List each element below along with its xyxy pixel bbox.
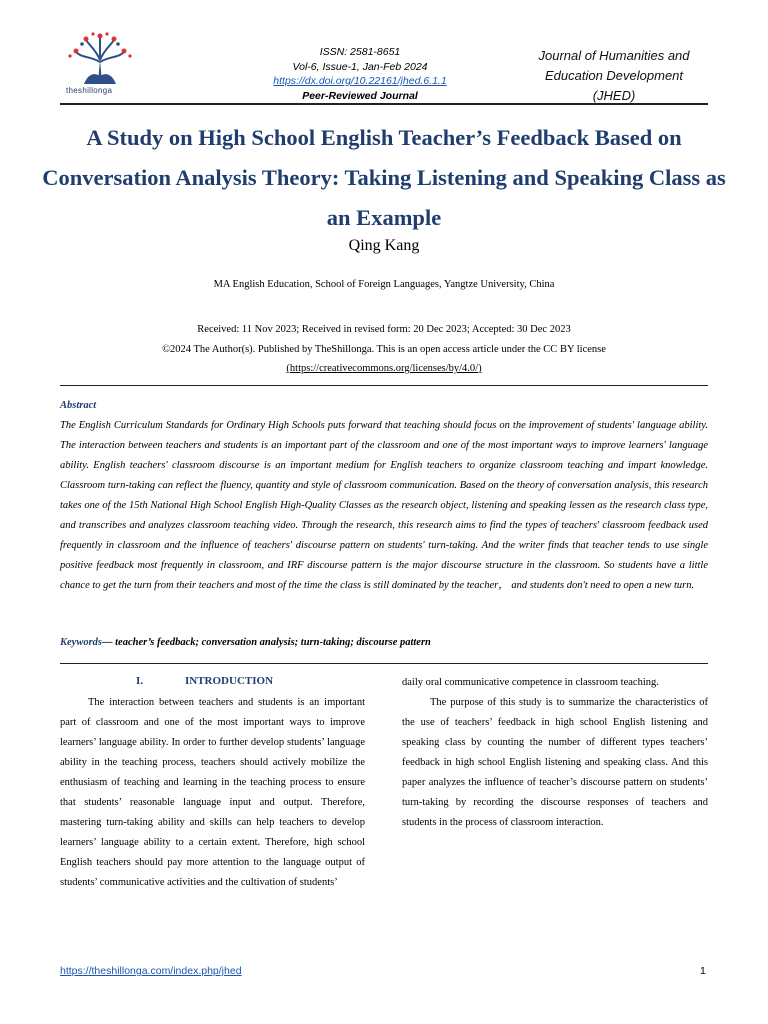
copyright-notice: ©2024 The Author(s). Published by TheShillonga. This is an open access article under the CC BY license xyxy=(162,343,606,355)
doi-link[interactable]: https://dx.doi.org/10.22161/jhed.6.1.1 xyxy=(273,75,447,87)
journal-issue-info xyxy=(250,45,470,103)
tree-hands-logo-icon xyxy=(60,30,140,86)
author-affiliation: MA English Education, School of Foreign Languages, Yangtze University, China xyxy=(213,279,555,290)
journal-name-line-3: (JHED) xyxy=(592,88,636,103)
paper-title: A Study on High School English Teacher’s Feedback Based on Conversation Analysis Theory: Taking Listening and Speaking Class as an Example xyxy=(42,125,726,230)
logo-wordmark: theshillonga xyxy=(66,86,113,95)
peer-review-label: Peer-Reviewed Journal xyxy=(302,89,418,102)
journal-name-line-1: Journal of Humanities and xyxy=(538,48,690,63)
left-column xyxy=(60,693,365,893)
header-divider xyxy=(60,103,708,105)
volume-issue: Vol-6, Issue-1, Jan-Feb 2024 xyxy=(292,60,428,73)
license-link[interactable]: (https://creativecommons.org/licenses/by/4.0/) xyxy=(286,363,482,374)
section-title: INTRODUCTION xyxy=(185,675,274,687)
page-number: 1 xyxy=(700,965,706,977)
journal-name xyxy=(520,46,708,106)
intro-paragraph-2: The purpose of this study is to summarize the characteristics of the use of teachers’ feedback in high school English listening and speaking class by counting the number of different types teachers’ feedback in high school English listening and speaking class. And this paper analyzes the influence of teacher’s discourse pattern on students’ turn-taking by recording the discourse responses of teachers and students in the process of classroom interaction. xyxy=(402,697,708,828)
keywords-label: Keywords xyxy=(60,637,102,648)
publication-info xyxy=(0,320,768,379)
footer-journal-link[interactable]: https://theshillonga.com/index.php/jhed xyxy=(60,965,242,977)
right-column xyxy=(402,673,708,833)
journal-name-line-2: Education Development xyxy=(544,68,684,83)
author-name: Qing Kang xyxy=(348,237,420,254)
keywords-list: — teacher’s feedback; conversation analysis; turn-taking; discourse pattern xyxy=(102,637,431,648)
intro-paragraph-1-continuation: daily oral communicative competence in classroom teaching. xyxy=(402,677,659,688)
issn: ISSN: 2581-8651 xyxy=(319,46,401,58)
abstract-heading: Abstract xyxy=(60,400,97,411)
received-dates: Received: 11 Nov 2023; Received in revised form: 20 Dec 2023; Accepted: 30 Dec 2023 xyxy=(197,324,571,335)
section-number: I. xyxy=(136,675,144,687)
abstract-top-divider xyxy=(60,385,708,386)
abstract-bottom-divider xyxy=(60,663,708,664)
abstract-text: The English Curriculum Standards for Ordinary High Schools puts forward that teaching should focus on the improvement of students' language ability. The interaction between teachers and students is an important part of the classroom and one of the most important ways to improve learners' language ability. English teachers' classroom discourse is an important medium for English teachers to organize classroom teaching and impart knowledge. Classroom turn-taking can reflect the fluency, quantity and style of classroom communication. Based on the theory of conversation analysis, this research takes one of the 15th National High School English High-Quality Classes as the research object, listening and speaking lessen as the research class type, and transcribes and analyzes classroom teaching video. Through the research, this research aims to find the types of teachers' classroom feedback used frequently in classroom and the influence of teachers' discourse pattern on students' turn-taking. And the writer finds that teacher tends to use single positive feedback most frequently in classroom, and IRF discourse pattern is the major discourse structure in the classroom. So students have a little chance to get the turn from their teachers and most of the time the class is still dominated by the teacher， and students don't need to open a new turn. xyxy=(60,420,708,591)
keywords xyxy=(60,637,708,648)
intro-paragraph-1: The interaction between teachers and students is an important part of classroom and one of the most important ways to improve learners’ language ability. In order to further develop students’ language ability in the teaching process, teachers should actively mobilize the enthusiasm of teaching and learning in the teaching process to ensure that students’ reasonable language input and output. Therefore, mastering turn-taking ability and skills can help teachers to develop learners’ language ability to a certain extent. Therefore, high school English teachers should pay more attention to the language output of students’ communicative activities and the cultivation of students’ xyxy=(60,697,365,888)
